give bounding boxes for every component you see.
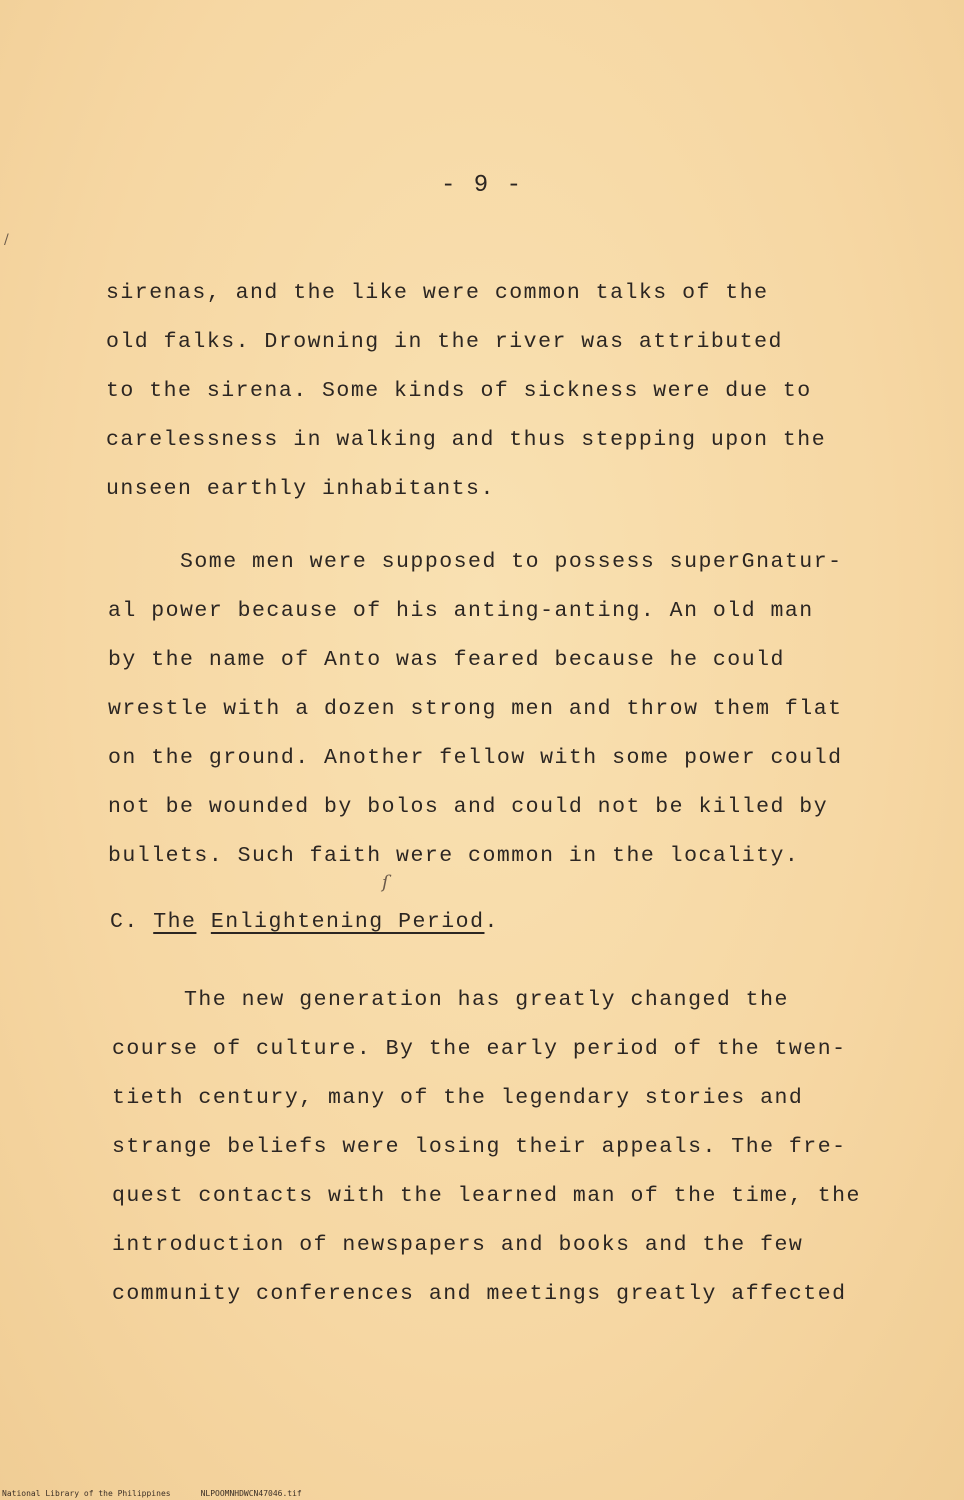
heading-prefix: C.: [110, 910, 154, 934]
heading-suffix: .: [484, 910, 499, 934]
text-line: sirenas, and the like were common talks of the: [106, 281, 769, 305]
text-line: by the name of Anto was feared because he could: [108, 648, 785, 672]
text-line: Some men were supposed to possess superGnatur-: [180, 550, 843, 574]
text-line: community conferences and meetings greatly affected: [112, 1282, 847, 1306]
text-line: bullets. Such faith were common in the locality.: [108, 844, 800, 868]
heading-word-the: The: [153, 910, 197, 934]
text-line: course of culture. By the early period of the twen-: [112, 1037, 847, 1061]
text-line: old falks. Drowning in the river was attributed: [106, 330, 783, 354]
stray-mark: ſ: [382, 872, 389, 893]
section-heading: [110, 910, 499, 934]
stray-mark: /: [4, 232, 9, 248]
text-line: not be wounded by bolos and could not be killed by: [108, 795, 829, 819]
text-line: introduction of newspapers and books and the few: [112, 1233, 804, 1257]
page-number: - 9 -: [440, 172, 523, 199]
text-line: al power because of his anting-anting. An old man: [108, 599, 814, 623]
text-line: quest contacts with the learned man of the time, the: [112, 1184, 861, 1208]
scan-footer: [2, 1489, 302, 1498]
text-line: to the sirena. Some kinds of sickness were due to: [106, 379, 812, 403]
footer-library: National Library of the Philippines: [2, 1489, 171, 1498]
text-line: carelessness in walking and thus stepping upon the: [106, 428, 827, 452]
text-line: tieth century, many of the legendary stories and: [112, 1086, 804, 1110]
heading-title: Enlightening Period: [210, 910, 485, 934]
text-line: wrestle with a dozen strong men and throw them flat: [108, 697, 843, 721]
footer-file: NLPOOMNHDWCN47046.tif: [200, 1489, 302, 1498]
text-line: strange beliefs were losing their appeals. The fre-: [112, 1135, 847, 1159]
text-line: on the ground. Another fellow with some power could: [108, 746, 843, 770]
text-line: unseen earthly inhabitants.: [106, 477, 495, 501]
text-line: The new generation has greatly changed the: [184, 988, 789, 1012]
